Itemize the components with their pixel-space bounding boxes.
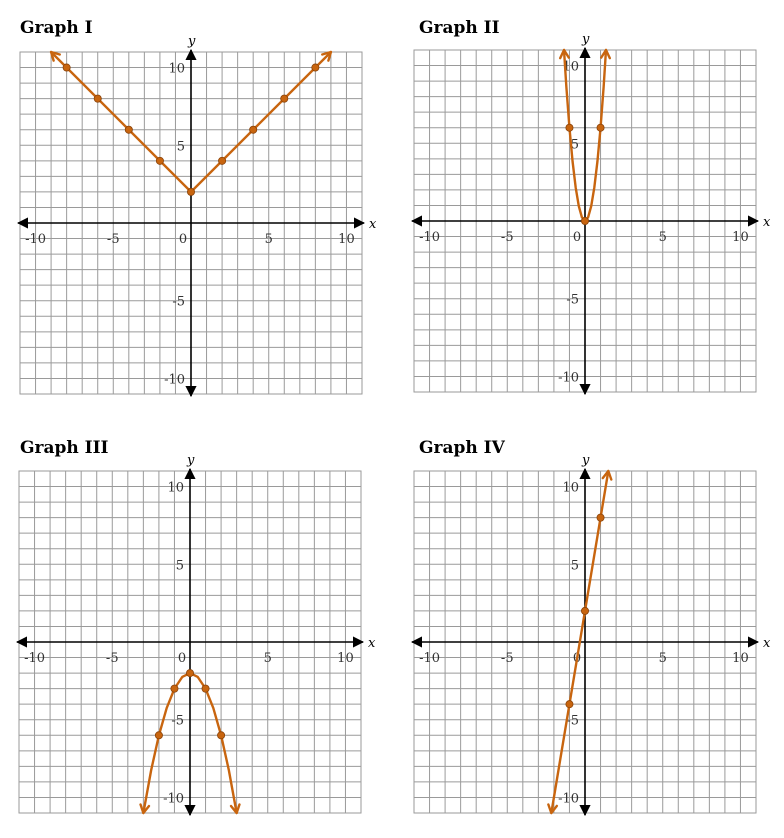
x-axis-label: x xyxy=(763,636,771,651)
x-axis-label: x xyxy=(369,217,377,232)
y-tick-label: 5 xyxy=(570,137,579,153)
x-tick-label: 10 xyxy=(338,232,355,247)
x-tick-label: 10 xyxy=(732,651,749,666)
data-point xyxy=(155,732,162,739)
x-tick-label: 5 xyxy=(263,651,272,666)
y-tick-label: 5 xyxy=(176,139,185,155)
y-tick-label: 10 xyxy=(168,61,185,77)
x-tick-label: 5 xyxy=(658,651,667,666)
data-point xyxy=(566,701,573,708)
x-tick-label: -10 xyxy=(24,651,46,666)
data-point xyxy=(186,669,193,676)
y-tick-label: -10 xyxy=(164,372,185,388)
x-tick-label: -5 xyxy=(106,232,120,247)
graph-panel-4 xyxy=(412,438,771,815)
y-tick-label: -10 xyxy=(558,370,579,386)
data-point xyxy=(187,188,194,195)
data-point xyxy=(125,126,132,133)
y-tick-label: -10 xyxy=(558,791,579,807)
graph-panel-2 xyxy=(412,18,771,394)
y-tick-label: -5 xyxy=(566,292,579,308)
y-axis-label: y xyxy=(188,34,196,49)
y-axis-label: y xyxy=(582,453,590,468)
y-tick-label: 10 xyxy=(562,59,579,75)
data-point xyxy=(250,126,257,133)
y-tick-label: 10 xyxy=(167,480,184,496)
data-point xyxy=(63,64,70,71)
data-point xyxy=(156,157,163,164)
data-point xyxy=(171,685,178,692)
x-tick-label: 10 xyxy=(337,651,354,666)
x-tick-label: 0 xyxy=(177,651,187,666)
x-tick-label: -10 xyxy=(25,232,47,247)
y-tick-label: -10 xyxy=(163,791,184,807)
y-tick-label: 10 xyxy=(562,480,579,496)
x-tick-label: 5 xyxy=(658,230,667,245)
x-tick-label: 0 xyxy=(572,651,582,666)
graph-panel-1 xyxy=(18,18,377,396)
data-point xyxy=(94,95,101,102)
x-tick-label: 0 xyxy=(572,230,582,245)
y-axis-label: y xyxy=(582,32,590,47)
x-tick-label: -5 xyxy=(500,651,514,666)
x-tick-label: -5 xyxy=(500,230,514,245)
x-tick-label: -5 xyxy=(105,651,119,666)
x-axis-label: x xyxy=(368,636,376,651)
data-point xyxy=(217,732,224,739)
x-axis-label: x xyxy=(763,215,771,230)
y-tick-label: -5 xyxy=(566,713,579,729)
graph-title: Graph III xyxy=(20,438,109,458)
y-tick-label: 5 xyxy=(175,558,184,574)
data-point xyxy=(218,157,225,164)
data-point xyxy=(597,514,604,521)
graph-title: Graph IV xyxy=(419,438,505,458)
y-tick-label: -5 xyxy=(172,294,185,310)
x-tick-label: 0 xyxy=(178,232,188,247)
x-tick-label: 5 xyxy=(264,232,273,247)
data-point xyxy=(581,217,588,224)
data-point xyxy=(281,95,288,102)
data-point xyxy=(597,124,604,131)
y-axis-label: y xyxy=(187,453,195,468)
data-point xyxy=(312,64,319,71)
x-tick-label: 10 xyxy=(732,230,749,245)
y-tick-label: 5 xyxy=(570,558,579,574)
graph-panel-3 xyxy=(17,438,376,815)
data-point xyxy=(566,124,573,131)
data-point xyxy=(202,685,209,692)
graph-title: Graph II xyxy=(419,18,500,38)
graph-title: Graph I xyxy=(20,18,93,38)
y-tick-label: -5 xyxy=(171,713,184,729)
x-tick-label: -10 xyxy=(419,651,441,666)
x-tick-label: -10 xyxy=(419,230,441,245)
data-point xyxy=(581,607,588,614)
